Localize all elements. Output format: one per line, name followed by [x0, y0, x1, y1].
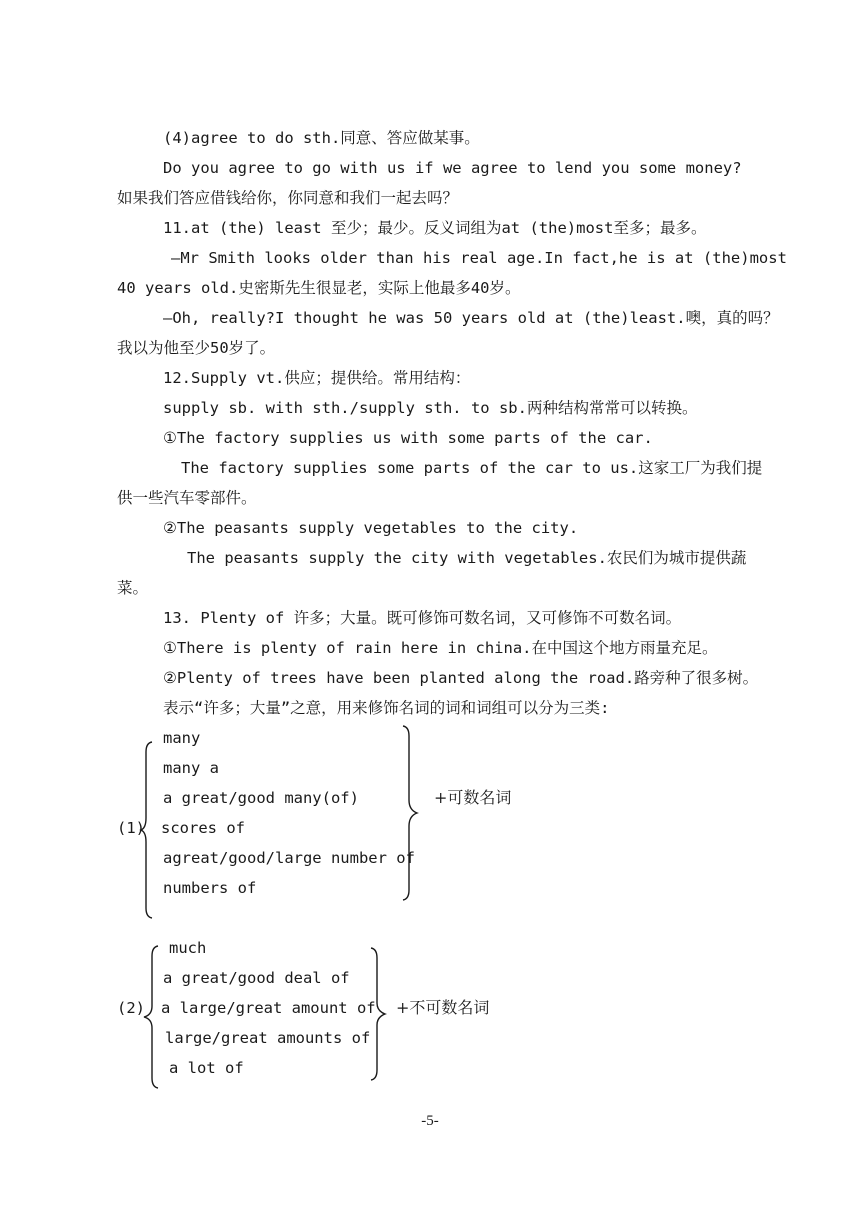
text-line: supply sb. with sth./supply sth. to sb.两种结构常常可以转换。	[163, 399, 698, 417]
group-item: numbers of	[163, 879, 257, 897]
group-item: a lot of	[169, 1059, 244, 1077]
left-brace-icon	[140, 740, 156, 920]
group-note: +不可数名词	[396, 998, 490, 1017]
text-line: 11.at (the) least 至少；最少。反义词组为at (the)most至多；最多。	[163, 219, 707, 237]
group-label: (1)	[117, 819, 145, 837]
group-note: +可数名词	[434, 788, 512, 807]
left-brace-icon	[142, 944, 162, 1090]
text-line: —Mr Smith looks older than his real age.In fact,he is at (the)most	[171, 249, 787, 267]
text-line: The peasants supply the city with vegetables.农民们为城市提供蔬	[187, 549, 747, 567]
group-item: a great/good deal of	[163, 969, 350, 987]
text-line: ①The factory supplies us with some parts of the car.	[163, 429, 653, 447]
text-line: 我以为他至少50岁了。	[117, 339, 276, 357]
group-item: much	[169, 939, 207, 957]
text-line: 如果我们答应借钱给你，你同意和我们一起去吗？	[117, 189, 459, 207]
right-brace-icon	[400, 724, 422, 902]
group-item: many a	[163, 759, 219, 777]
text-line: 表示“许多；大量”之意，用来修饰名词的词和词组可以分为三类:	[163, 699, 610, 717]
right-brace-icon	[368, 946, 390, 1082]
text-line: Do you agree to go with us if we agree to lend you some money?	[163, 159, 742, 177]
text-line: ①There is plenty of rain here in china.在中国这个地方雨量充足。	[163, 639, 718, 657]
group-label: (2)	[117, 999, 145, 1017]
text-line: —Oh, really?I thought he was 50 years old at (the)least.噢，真的吗？	[163, 309, 779, 327]
group-item: scores of	[161, 819, 245, 837]
text-line: 40 years old.史密斯先生很显老，实际上他最多40岁。	[117, 279, 521, 297]
text-line: 供一些汽车零部件。	[117, 489, 257, 507]
text-line: 菜。	[117, 579, 149, 597]
text-line: (4)agree to do sth.同意、答应做某事。	[163, 129, 480, 147]
text-line: 12.Supply vt.供应；提供给。常用结构：	[163, 369, 471, 387]
text-line: ②The peasants supply vegetables to the city.	[163, 519, 579, 537]
text-line: 13. Plenty of 许多；大量。既可修饰可数名词，又可修饰不可数名词。	[163, 609, 682, 627]
group-item: a great/good many(of)	[163, 789, 359, 807]
page-number: -5-	[421, 1113, 439, 1129]
group-item: large/great amounts of	[165, 1029, 371, 1047]
group-item: agreat/good/large number of	[163, 849, 415, 867]
text-line: ②Plenty of trees have been planted along the road.路旁种了很多树。	[163, 669, 759, 687]
group-item: many	[163, 729, 201, 747]
text-line: The factory supplies some parts of the car to us.这家工厂为我们提	[181, 459, 763, 477]
group-item: a large/great amount of	[161, 999, 376, 1017]
